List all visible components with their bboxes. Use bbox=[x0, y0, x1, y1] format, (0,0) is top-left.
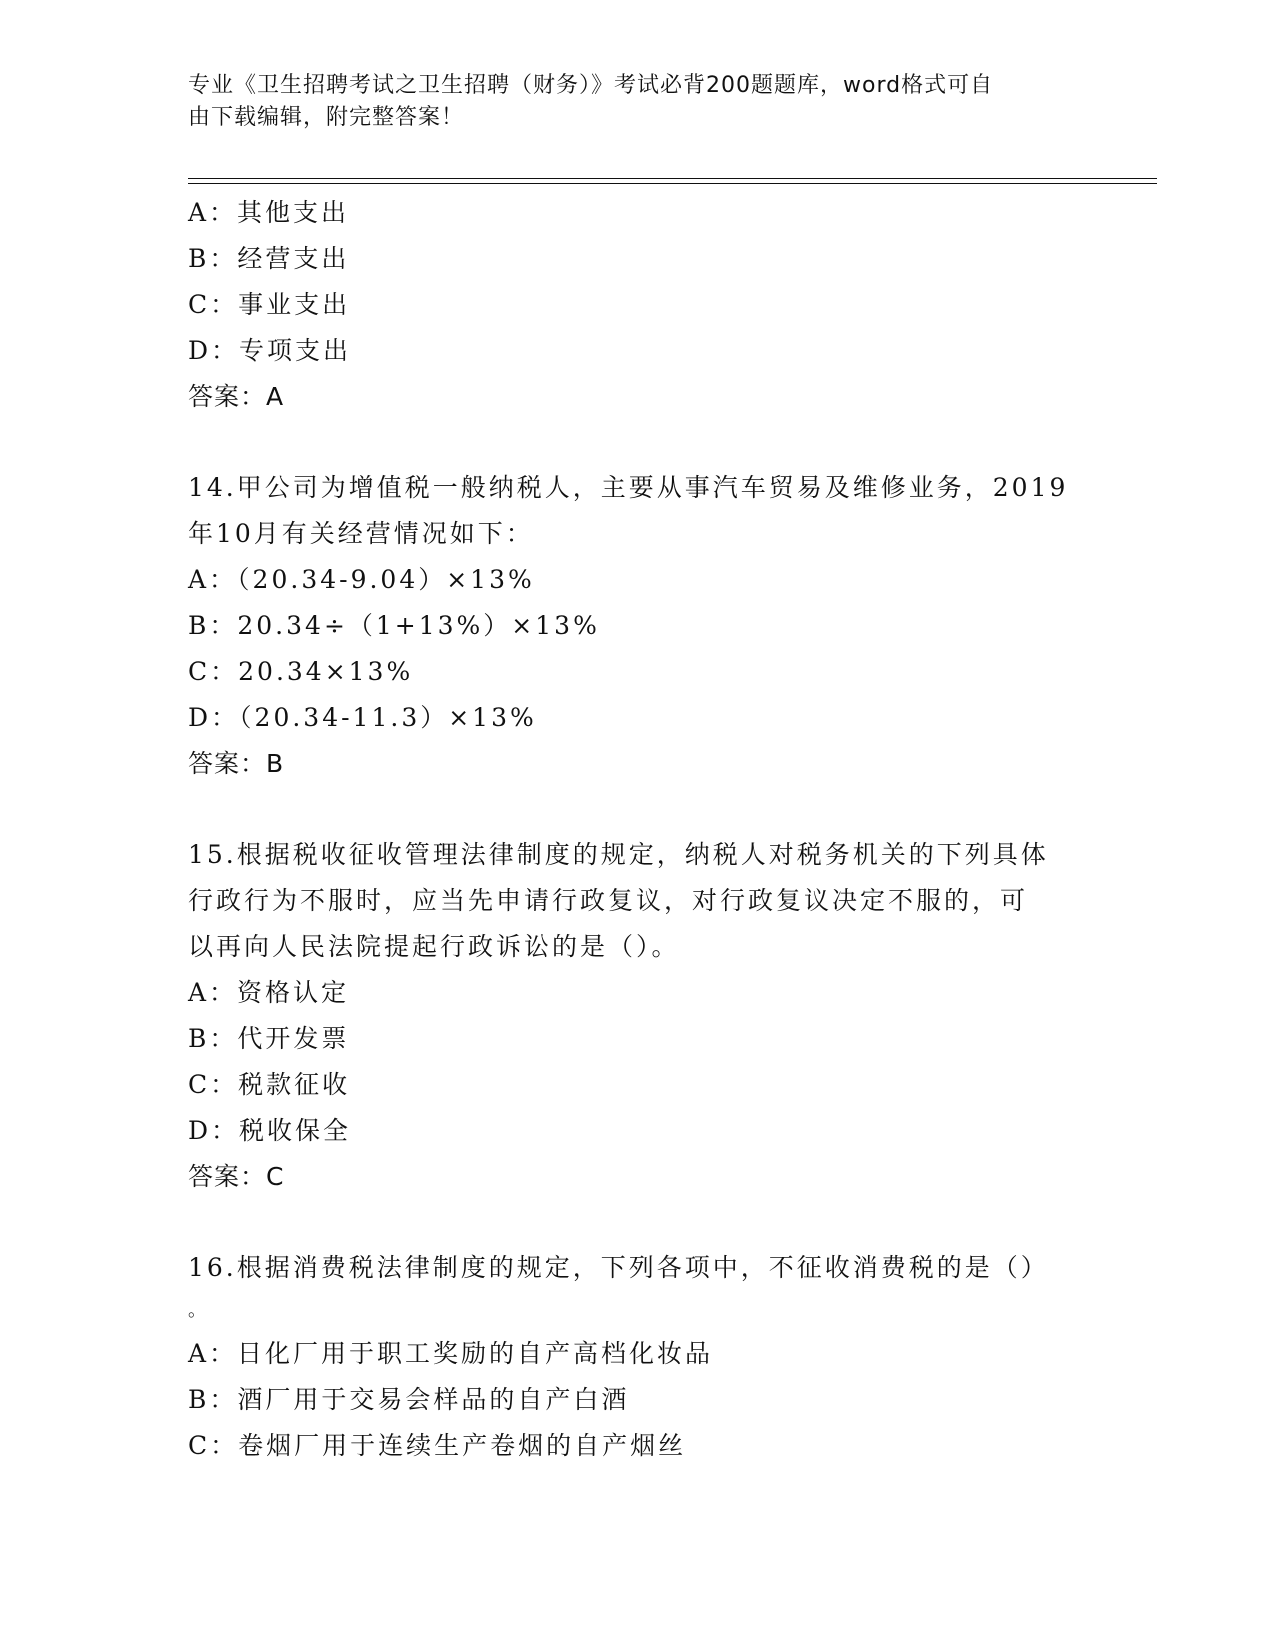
question-16 bbox=[188, 1245, 1088, 1469]
question-15 bbox=[188, 832, 1088, 1200]
question-stem-line: 16.根据消费税法律制度的规定，下列各项中，不征收消费税的是（） bbox=[188, 1253, 1049, 1282]
question-14 bbox=[188, 465, 1088, 787]
question-list bbox=[188, 190, 1088, 1469]
option-a: A：资格认定 bbox=[188, 978, 350, 1007]
option-d: D：（20.34-11.3）×13% bbox=[188, 703, 537, 732]
option-c: C：税款征收 bbox=[188, 1070, 351, 1099]
option-d: D：税收保全 bbox=[188, 1116, 352, 1145]
question-stem-line: 14.甲公司为增值税一般纳税人，主要从事汽车贸易及维修业务，2019 bbox=[188, 473, 1069, 502]
option-a: A：日化厂用于职工奖励的自产高档化妆品 bbox=[188, 1339, 714, 1368]
question-stem-line: 行政行为不服时，应当先申请行政复议，对行政复议决定不服的，可 bbox=[188, 886, 1029, 915]
question-stem-line: 年10月有关经营情况如下： bbox=[188, 519, 534, 548]
option-c: C：20.34×13% bbox=[188, 657, 414, 686]
question-stem-line: 15.根据税收征收管理法律制度的规定，纳税人对税务机关的下列具体 bbox=[188, 840, 1049, 869]
header-line-1: 专业《卫生招聘考试之卫生招聘（财务）》考试必背200题题库，word格式可自 bbox=[188, 73, 994, 98]
document-header bbox=[188, 70, 1068, 134]
answer: 答案：B bbox=[188, 749, 285, 778]
header-divider-bottom bbox=[188, 183, 1157, 184]
question-stem-line: 以再向人民法院提起行政诉讼的是（）。 bbox=[188, 932, 680, 961]
answer: 答案：C bbox=[188, 1162, 285, 1191]
option-c: C：事业支出 bbox=[188, 290, 351, 319]
option-a: A：其他支出 bbox=[188, 198, 350, 227]
header-line-2: 由下载编辑，附完整答案！ bbox=[188, 105, 465, 130]
question-stem-line: 。 bbox=[188, 1300, 209, 1321]
option-a: A：（20.34-9.04）×13% bbox=[188, 565, 535, 594]
option-b: B：20.34÷（1+13%）×13% bbox=[188, 611, 600, 640]
header-divider-top bbox=[188, 178, 1157, 179]
option-b: B：酒厂用于交易会样品的自产白酒 bbox=[188, 1385, 630, 1414]
option-b: B：代开发票 bbox=[188, 1024, 350, 1053]
option-d: D：专项支出 bbox=[188, 336, 352, 365]
option-b: B：经营支出 bbox=[188, 244, 350, 273]
answer: 答案：A bbox=[188, 382, 285, 411]
option-c: C：卷烟厂用于连续生产卷烟的自产烟丝 bbox=[188, 1431, 687, 1460]
question-13 bbox=[188, 190, 1088, 420]
